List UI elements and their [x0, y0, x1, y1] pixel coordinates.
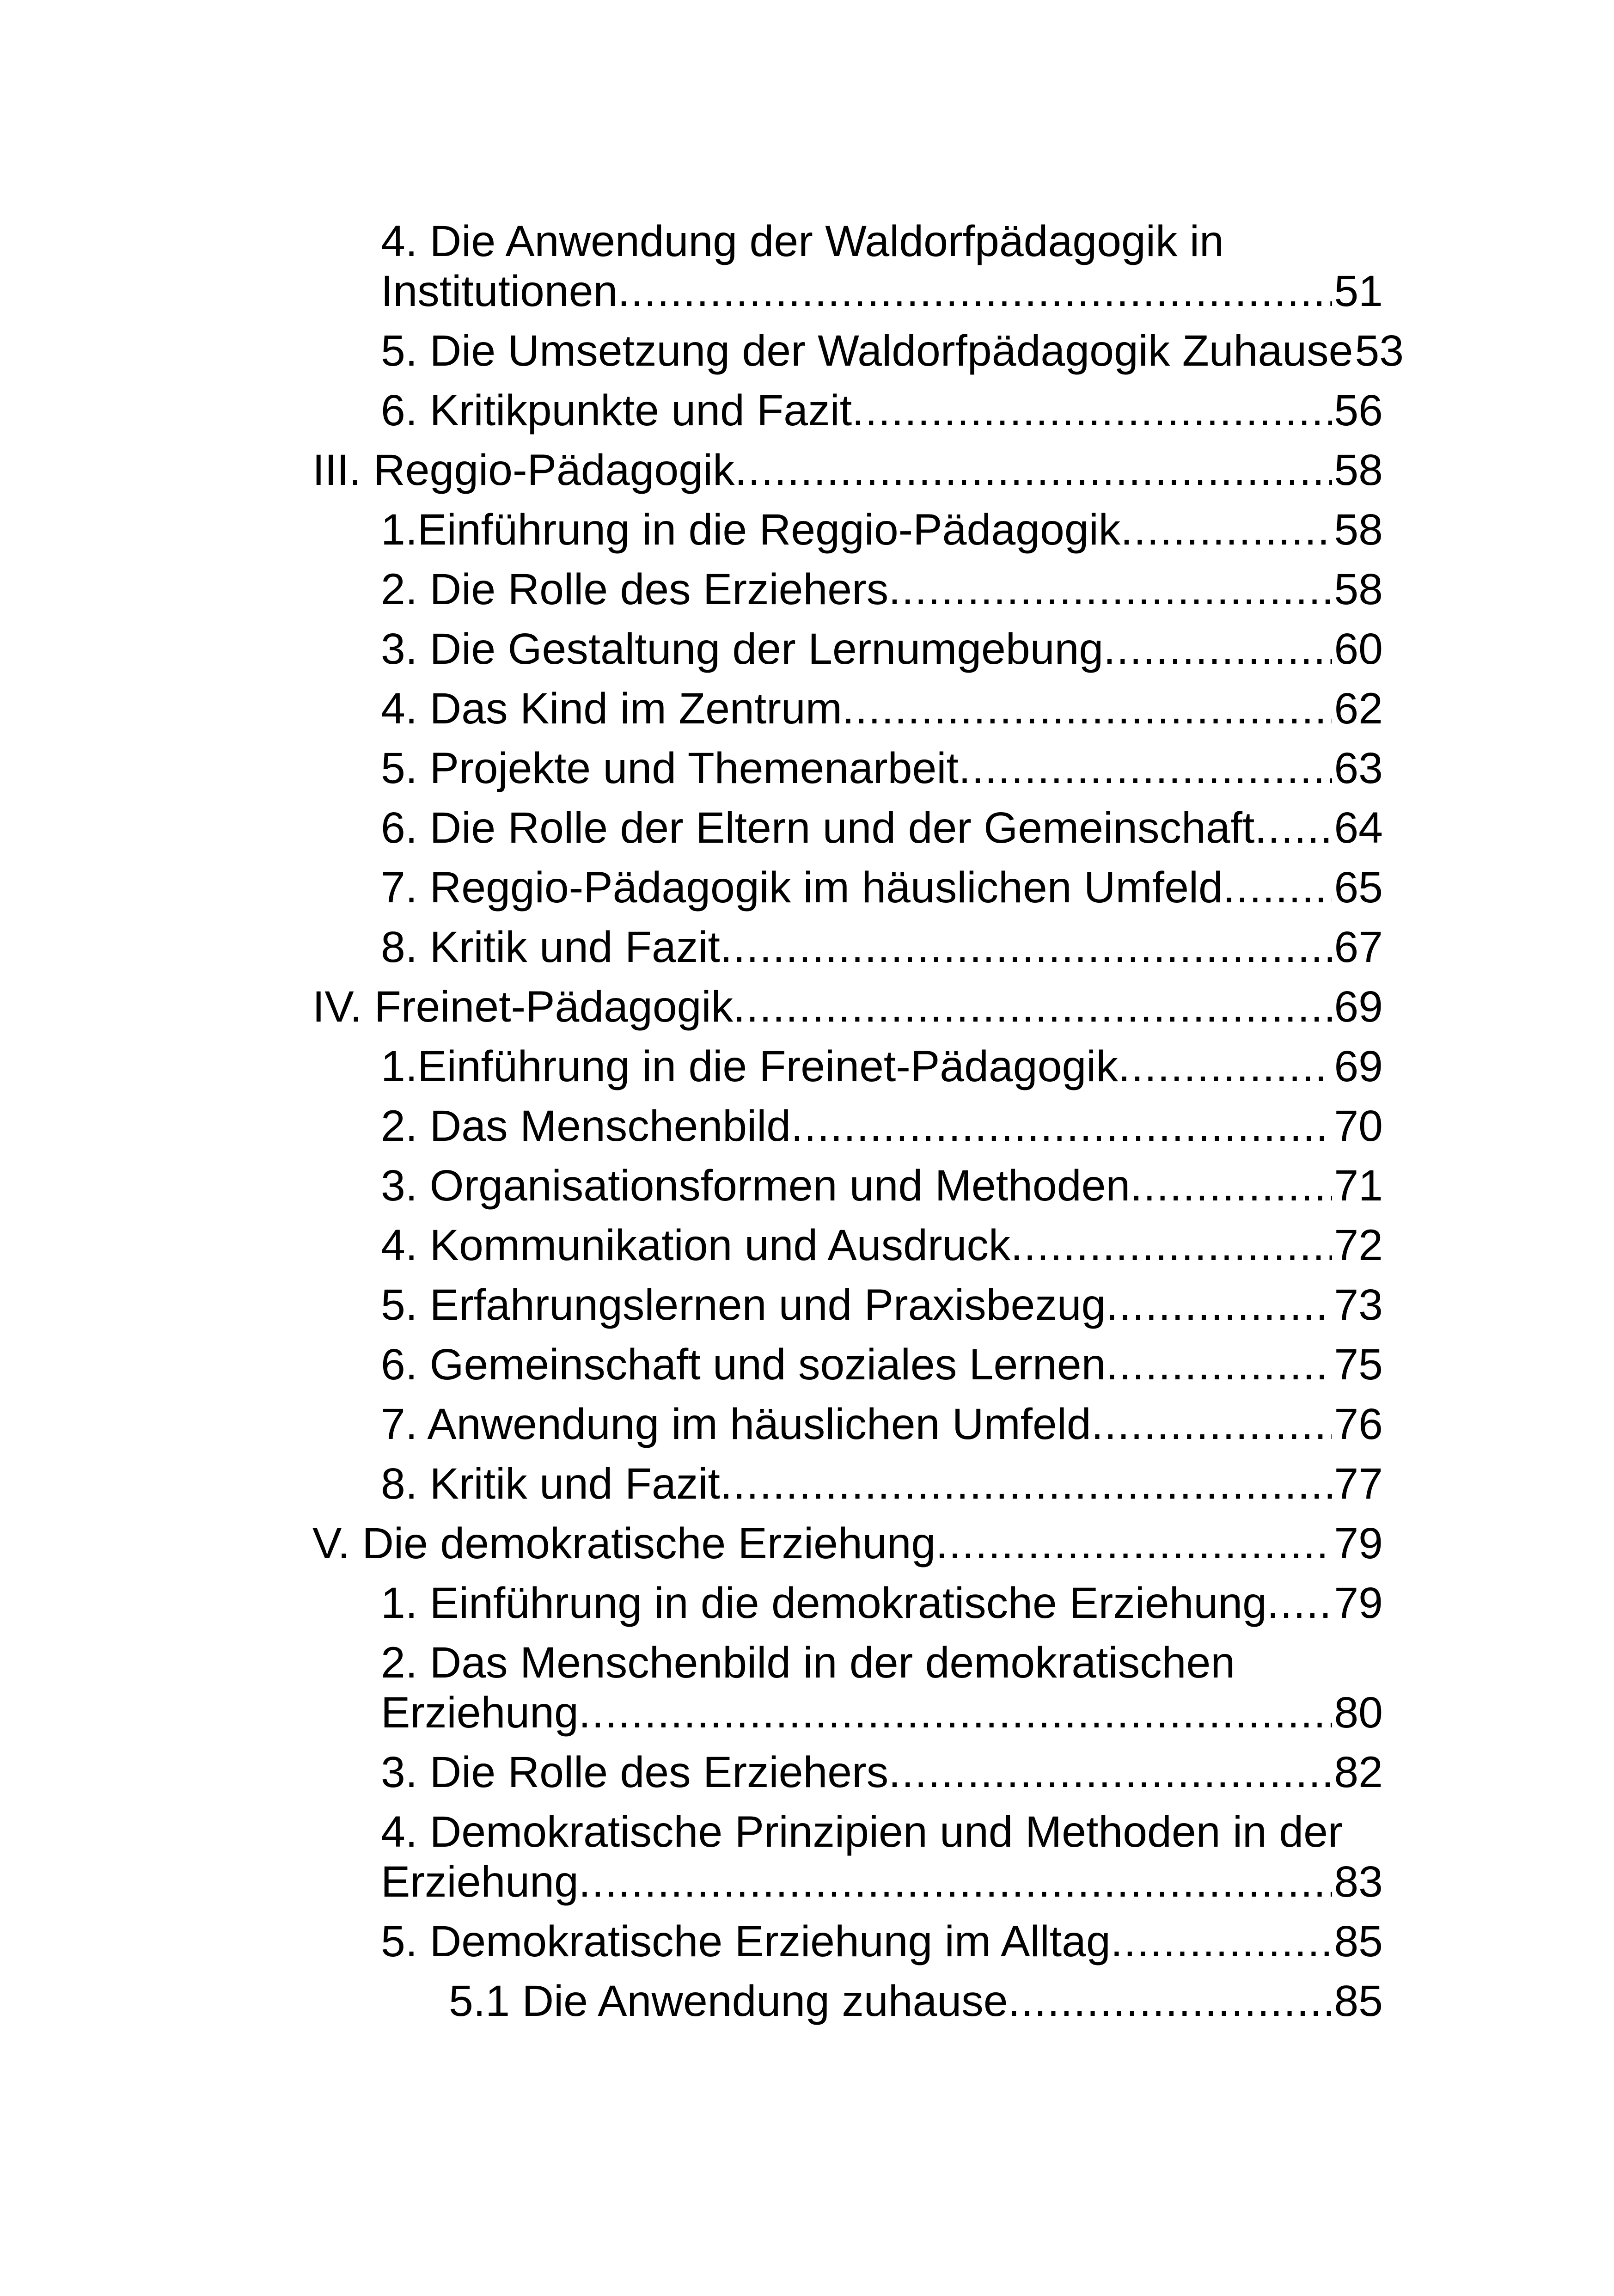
- dot-leader: [1120, 505, 1332, 555]
- toc-page-number: 83: [1334, 1857, 1383, 1906]
- toc-page-number: 60: [1334, 625, 1383, 673]
- toc-page-number: 67: [1334, 923, 1383, 972]
- toc-page-number: 72: [1334, 1221, 1383, 1270]
- toc-entry-title-line1: 4. Demokratische Prinzipien und Methoden in der: [381, 1807, 1343, 1856]
- toc-entry[interactable]: [0, 216, 1614, 316]
- toc-entry-title: 5. Demokratische Erziehung im Alltag: [381, 1917, 1111, 1966]
- toc-entry-title: IV. Freinet-Pädagogik: [312, 982, 734, 1031]
- toc-page-number: 69: [1334, 982, 1383, 1031]
- toc-page-number: 53: [1355, 326, 1404, 375]
- toc-entry[interactable]: [0, 1459, 1614, 1509]
- dot-leader: [1106, 1280, 1332, 1330]
- toc-entry[interactable]: [0, 1399, 1614, 1449]
- toc-entry-title: 2. Die Rolle des Erziehers: [381, 565, 889, 614]
- toc-entry-title: 3. Die Gestaltung der Lernumgebung: [381, 625, 1104, 673]
- dot-leader: [852, 386, 1332, 435]
- toc-entry-title: V. Die demokratische Erziehung: [312, 1519, 936, 1568]
- dot-leader: [1267, 1578, 1332, 1628]
- toc-page-number: 71: [1334, 1161, 1383, 1210]
- toc-entry-title: 5. Die Umsetzung der Waldorfpädagogik Zuhause: [381, 326, 1353, 375]
- toc-page-number: 58: [1334, 505, 1383, 554]
- toc-entry[interactable]: [0, 386, 1614, 435]
- toc-entry-title: 8. Kritik und Fazit: [381, 1459, 720, 1508]
- dot-leader: [617, 266, 1332, 316]
- toc-page-number: 85: [1334, 1917, 1383, 1966]
- dot-leader: [579, 1857, 1333, 1907]
- toc-page-number: 79: [1334, 1519, 1383, 1568]
- toc-entry[interactable]: [0, 1807, 1614, 1907]
- toc-entry[interactable]: [0, 922, 1614, 972]
- toc-entry[interactable]: [0, 684, 1614, 734]
- toc-entry[interactable]: [0, 743, 1614, 793]
- toc-entry-title-line1: 4. Die Anwendung der Waldorfpädagogik in: [381, 217, 1224, 266]
- toc-entry-title: 7. Reggio-Pädagogik im häuslichen Umfeld: [381, 863, 1223, 912]
- toc-page-number: 80: [1334, 1688, 1383, 1737]
- toc-entry-title: 5. Erfahrungslernen und Praxisbezug: [381, 1280, 1106, 1329]
- toc-page-number: 77: [1334, 1459, 1383, 1508]
- toc-page-number: 79: [1334, 1579, 1383, 1628]
- dot-leader: [720, 922, 1332, 972]
- dot-leader: [1008, 1976, 1333, 2026]
- dot-leader: [733, 982, 1332, 1032]
- toc-entry[interactable]: [0, 803, 1614, 853]
- toc-entry-title: 3. Organisationsformen und Methoden: [381, 1161, 1131, 1210]
- toc-entry-title-line1: 2. Das Menschenbild in der demokratischen: [381, 1638, 1235, 1687]
- toc-entry[interactable]: [0, 1280, 1614, 1330]
- toc-entry-title: III. Reggio-Pädagogik: [312, 446, 735, 495]
- dot-leader: [935, 1518, 1332, 1568]
- toc-chapter-entry[interactable]: [0, 445, 1614, 495]
- toc-entry-title: Erziehung: [381, 1857, 579, 1906]
- toc-entry-title: 1.Einführung in die Freinet-Pädagogik: [381, 1042, 1118, 1091]
- toc-entry[interactable]: [0, 1638, 1614, 1738]
- toc-entry-title: 6. Gemeinschaft und soziales Lernen: [381, 1340, 1106, 1389]
- toc-page-number: 76: [1334, 1400, 1383, 1449]
- toc-chapter-entry[interactable]: [0, 1518, 1614, 1568]
- toc-entry[interactable]: [0, 326, 1614, 376]
- toc-page-number: 62: [1334, 684, 1383, 733]
- toc-entry-title: 2. Das Menschenbild: [381, 1102, 791, 1151]
- dot-leader: [579, 1688, 1333, 1738]
- toc-entry-title: 4. Das Kind im Zentrum: [381, 684, 842, 733]
- dot-leader: [959, 743, 1332, 793]
- toc-page-number: 73: [1334, 1280, 1383, 1329]
- toc-entry[interactable]: [0, 1747, 1614, 1797]
- toc-entry-title: Erziehung: [381, 1688, 579, 1737]
- toc-entry[interactable]: [0, 1916, 1614, 1966]
- toc-entry[interactable]: [0, 1041, 1614, 1091]
- dot-leader: [888, 564, 1332, 614]
- toc-entry[interactable]: [0, 564, 1614, 614]
- toc-entry-title: 3. Die Rolle des Erziehers: [381, 1748, 889, 1797]
- dot-leader: [720, 1459, 1332, 1509]
- dot-leader: [1091, 1399, 1333, 1449]
- toc-entry[interactable]: [0, 624, 1614, 674]
- toc-subsection-entry[interactable]: [0, 1976, 1614, 2026]
- dot-leader: [735, 445, 1333, 495]
- toc-entry-title: 5.1 Die Anwendung zuhause: [449, 1977, 1008, 2026]
- dot-leader: [791, 1101, 1332, 1151]
- toc-entry-title: 1. Einführung in die demokratische Erziehung: [381, 1579, 1267, 1628]
- dot-leader: [1223, 863, 1332, 912]
- toc-entry-title: 4. Kommunikation und Ausdruck: [381, 1221, 1011, 1270]
- toc-entry[interactable]: [0, 863, 1614, 912]
- toc-entry[interactable]: [0, 1161, 1614, 1211]
- toc-entry-title: Institutionen: [381, 267, 618, 316]
- dot-leader: [842, 684, 1333, 734]
- toc-page-number: 75: [1334, 1340, 1383, 1389]
- toc-entry[interactable]: [0, 505, 1614, 555]
- dot-leader: [1106, 1340, 1332, 1390]
- dot-leader: [1010, 1220, 1332, 1270]
- toc-page-number: 64: [1334, 803, 1383, 852]
- dot-leader: [1118, 1041, 1332, 1091]
- toc-entry[interactable]: [0, 1220, 1614, 1270]
- toc-page-number: 51: [1334, 267, 1383, 316]
- toc-page-number: 63: [1334, 744, 1383, 793]
- dot-leader: [1130, 1161, 1332, 1211]
- toc-entry-title: 6. Die Rolle der Eltern und der Gemeinschaft: [381, 803, 1255, 852]
- toc-entry[interactable]: [0, 1340, 1614, 1390]
- toc-page-number: 82: [1334, 1748, 1383, 1797]
- toc-entry-title: 5. Projekte und Themenarbeit: [381, 744, 959, 793]
- dot-leader: [1111, 1916, 1333, 1966]
- toc-entry[interactable]: [0, 1578, 1614, 1628]
- toc-chapter-entry[interactable]: [0, 982, 1614, 1032]
- toc-page-number: 65: [1334, 863, 1383, 912]
- toc-page-number: 69: [1334, 1042, 1383, 1091]
- table-of-contents: [0, 216, 1614, 2036]
- toc-entry-title: 1.Einführung in die Reggio-Pädagogik: [381, 505, 1121, 554]
- toc-page-number: 70: [1334, 1102, 1383, 1151]
- toc-entry-title: 8. Kritik und Fazit: [381, 923, 720, 972]
- toc-page-number: 58: [1334, 446, 1383, 495]
- toc-page-number: 58: [1334, 565, 1383, 614]
- toc-entry-title: 6. Kritikpunkte und Fazit: [381, 386, 852, 435]
- toc-page-number: 85: [1334, 1977, 1383, 2026]
- dot-leader: [888, 1747, 1332, 1797]
- toc-entry[interactable]: [0, 1101, 1614, 1151]
- toc-entry-title: 7. Anwendung im häuslichen Umfeld: [381, 1400, 1091, 1449]
- dot-leader: [1254, 803, 1332, 853]
- toc-page-number: 56: [1334, 386, 1383, 435]
- dot-leader: [1103, 624, 1332, 674]
